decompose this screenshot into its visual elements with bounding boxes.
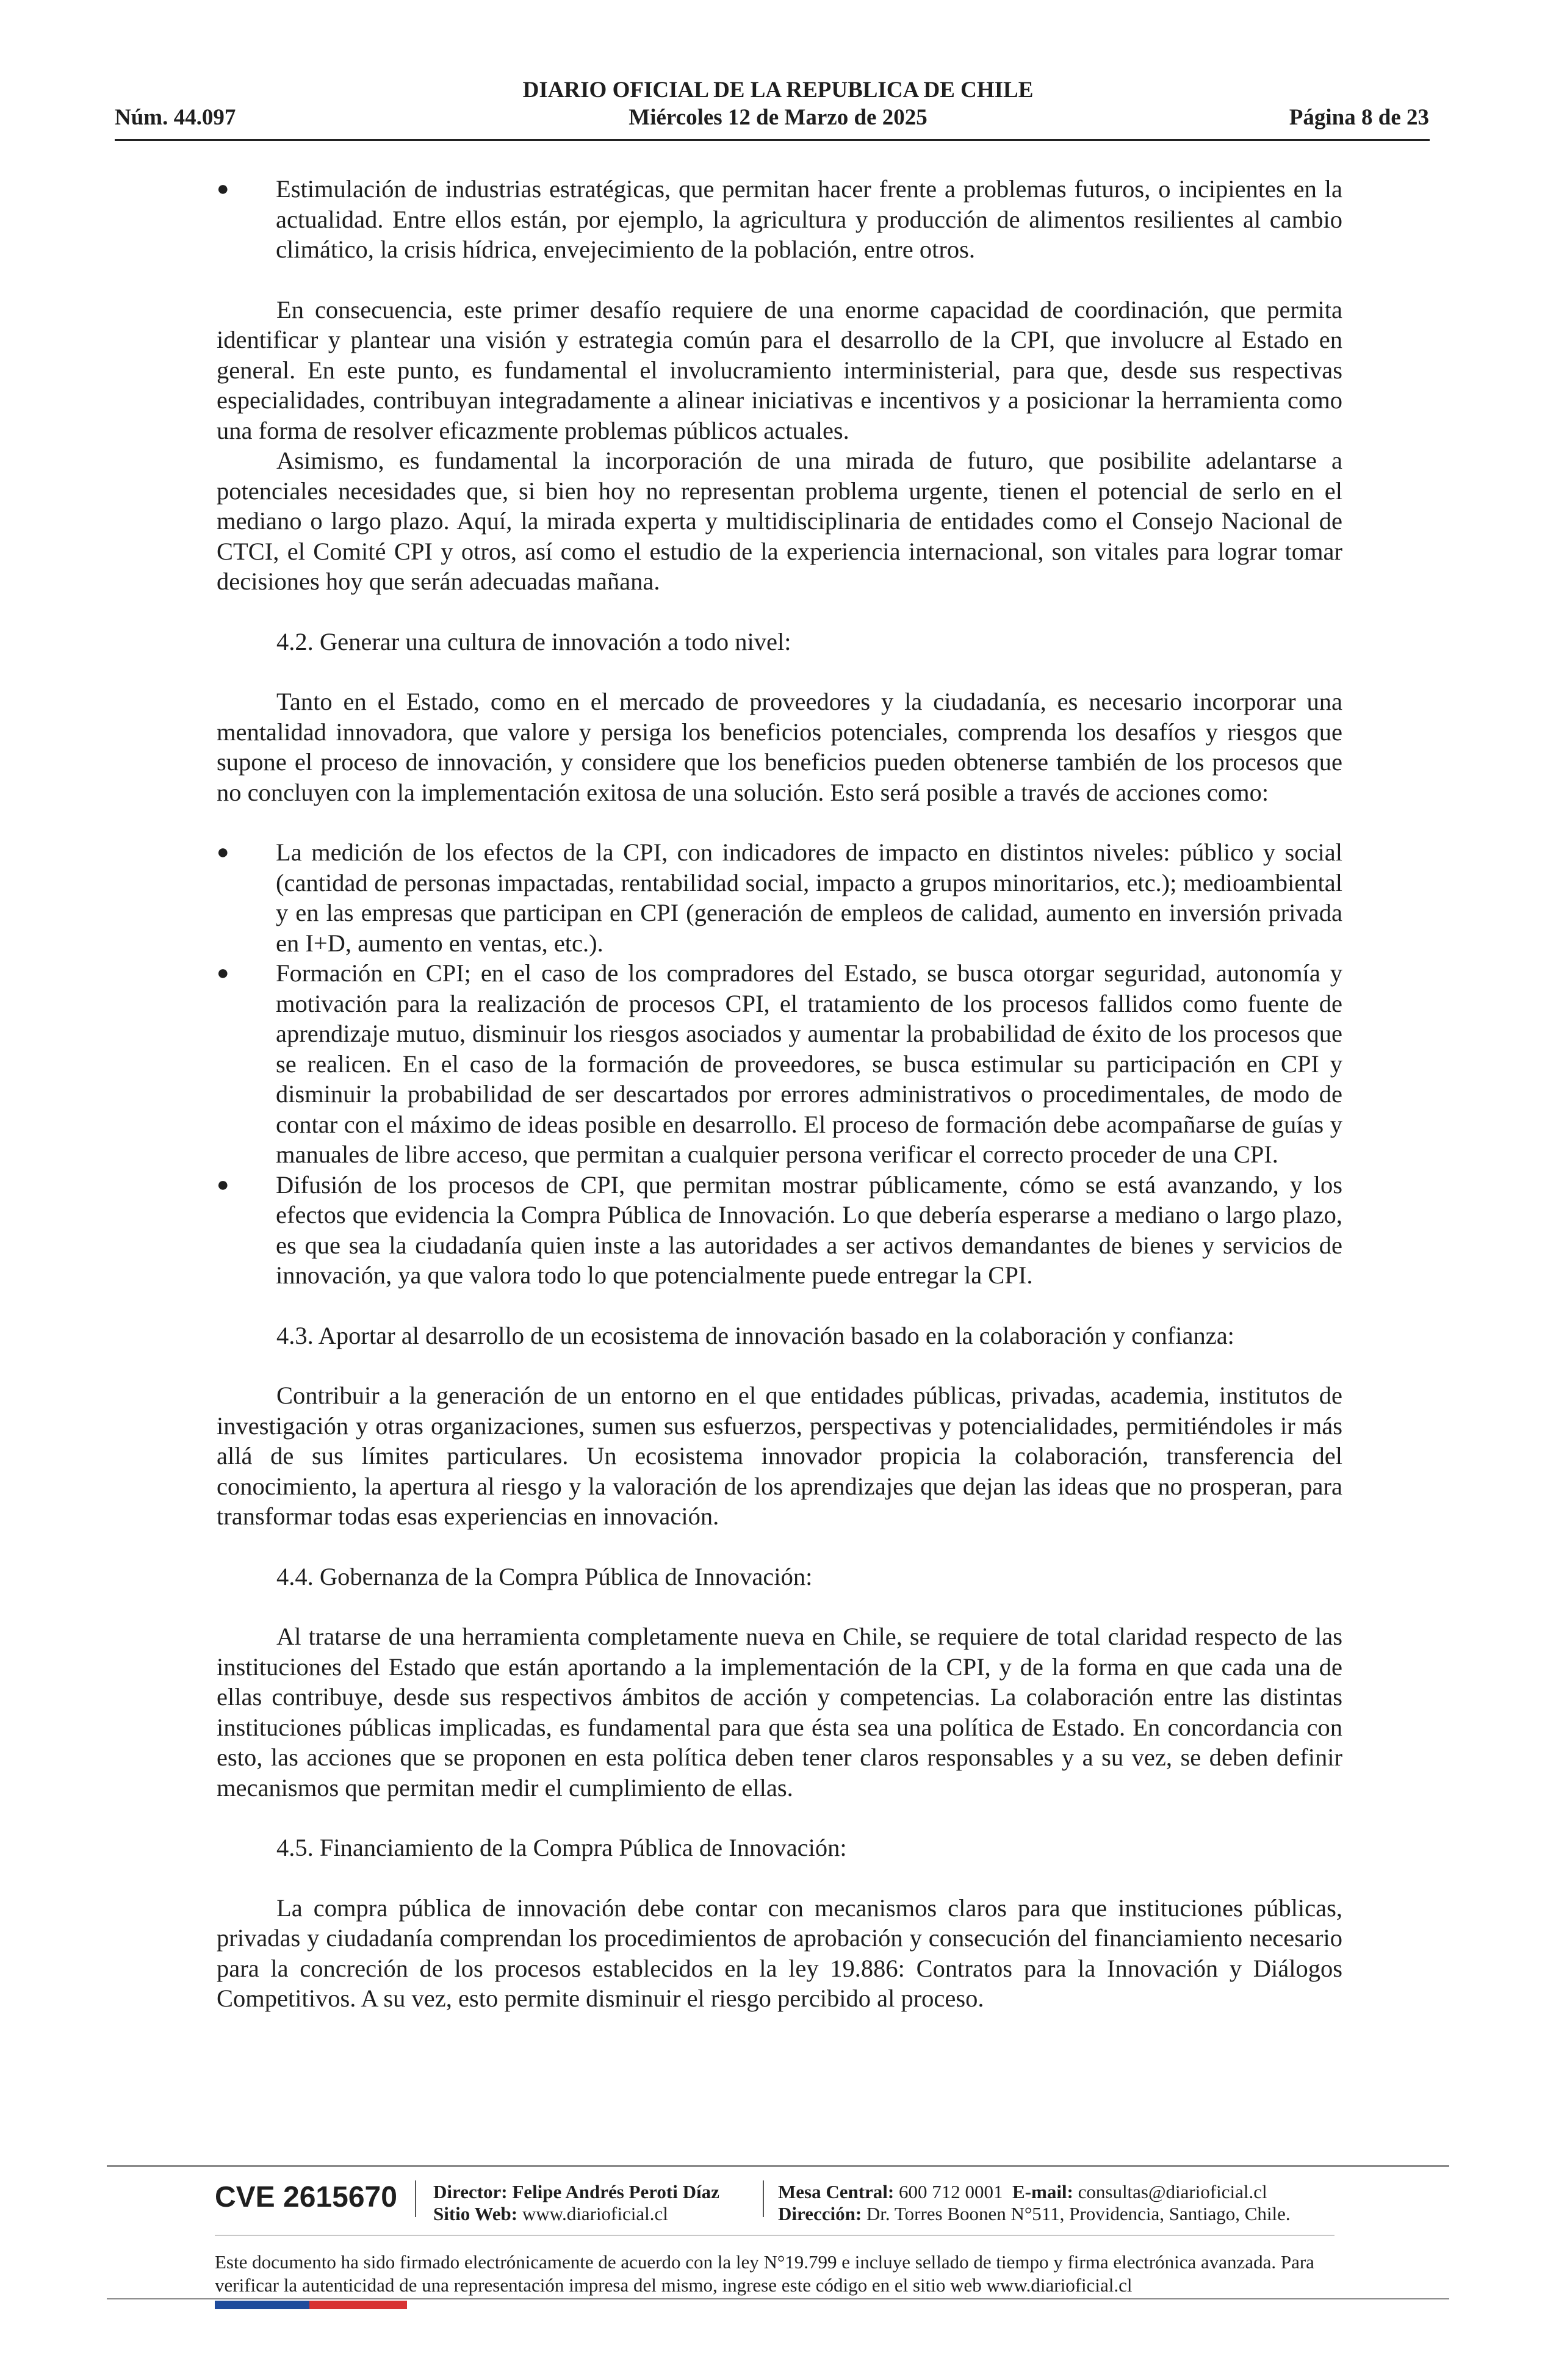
bullet-item: [217, 958, 1342, 1170]
section-heading: 4.3. Aportar al desarrollo de un ecosistema de innovación basado en la colaboración y confianza:: [276, 1321, 1234, 1349]
bullet-item: [217, 837, 1342, 958]
flag-bar-blue: [215, 2301, 309, 2309]
footer-director-block: [433, 2181, 719, 2225]
document-body: [217, 174, 1342, 2014]
bullet-icon: ●: [217, 962, 229, 984]
paragraph: Asimismo, es fundamental la incorporación de una mirada de futuro, que posibilite adelantarse a potenciales necesidades que, si bien hoy no representan problema urgente, tienen el potencial de serlo en el mediano o largo plazo. Aquí, la mirada experta y multidisciplinaria de entidades como el Consejo Nacional de CTCI, el Comité CPI y otros, así como el estudio de la experiencia internacional, son vitales para lograr tomar decisiones hoy que serán adecuadas mañana.: [217, 447, 1342, 595]
address-value: Dr. Torres Boonen N°511, Providencia, Santiago, Chile.: [866, 2203, 1291, 2224]
bullet-item: [217, 174, 1342, 265]
bullet-text: Estimulación de industrias estratégicas, que permitan hacer frente a problemas futuros, o incipientes en la actualidad. Entre ellos están, por ejemplo, la agricultura y producción de alimentos resilientes al cambio climático, la crisis hídrica, envejecimiento de la población, entre otros.: [276, 175, 1342, 263]
paragraph: En consecuencia, este primer desafío requiere de una enorme capacidad de coordinación, que permita identificar y plantear una visión y estrategia común para el desarrollo de la CPI, que involucre al Estado en general. En este punto, es fundamental el involucramiento interministerial, para que, desde sus respectivas especialidades, contribuyan integradamente a alinear iniciativas e incentivos y a posicionar la herramienta como una forma de resolver eficazmente problemas públicos actuales.: [217, 295, 1342, 444]
footer-bottom-divider: [107, 2298, 1449, 2299]
section-heading: 4.4. Gobernanza de la Compra Pública de Innovación:: [276, 1562, 813, 1590]
paragraph: La compra pública de innovación debe contar con mecanismos claros para que instituciones públicas, privadas y ciudadanía comprendan los procedimientos de aprobación y consecución del financiamiento necesario para la concreción de los procesos establecidos en la ley 19.886: Contratos para la Innovación y Diálogos Competitivos. A su vez, esto permite disminuir el riesgo percibido al proceso.: [217, 1894, 1342, 2012]
address-label: Dirección:: [778, 2203, 862, 2224]
page-number: Página 8 de 23: [1289, 105, 1429, 130]
header-divider: [115, 139, 1430, 141]
section-heading: 4.5. Financiamiento de la Compra Pública de Innovación:: [276, 1834, 847, 1861]
footer-separator: [415, 2180, 416, 2217]
website-label: Sitio Web:: [433, 2203, 518, 2224]
footer-separator: [763, 2180, 764, 2217]
paragraph: Contribuir a la generación de un entorno en el que entidades públicas, privadas, academia, institutos de investigación y otras organizaciones, sumen sus esfuerzos, perspectivas y potencialidades, permitiéndoles ir más allá de sus límites particulares. Un ecosistema innovador propicia la colaboración, transferencia del conocimiento, la apertura al riesgo y la valoración de los aprendizajes que dejan las ideas que no prosperan, para transformar todas esas experiencias en innovación.: [217, 1382, 1342, 1530]
email-label: E-mail:: [1012, 2181, 1073, 2202]
bullet-text: La medición de los efectos de la CPI, con indicadores de impacto en distintos niveles: público y social (cantidad de personas impactadas, rentabilidad social, impacto a grupos minoritarios, etc.); medioambiental y en las empresas que participan en CPI (generación de empleos de calidad, aumento en inversión privada en I+D, aumento en ventas, etc.).: [276, 838, 1342, 957]
footer-mid-divider: [215, 2235, 1334, 2236]
signature-note: Este documento ha sido firmado electrónicamente de acuerdo con la ley N°19.799 e incluye sellado de tiempo y firma electrónica avanzada. Para verificar la autenticidad de una representación impresa del mismo, ingrese este código en el sitio web www.diarioficial.cl: [215, 2251, 1314, 2296]
issue-date: Miércoles 12 de Marzo de 2025: [629, 105, 927, 130]
bullet-text: Formación en CPI; en el caso de los compradores del Estado, se busca otorgar seguridad, autonomía y motivación para la realización de procesos CPI, el tratamiento de los procesos fallidos como fuente de aprendizaje mutuo, disminuir los riesgos asociados y aumentar la probabilidad de éxito de los procesos que se realicen. En el caso de la formación de proveedores, se busca estimular su participación en CPI y disminuir la probabilidad de ser descartados por errores administrativos o procedimentales, de modo de contar con el máximo de ideas posible en desarrollo. El proceso de formación debe acompañarse de guías y manuales de libre acceso, que permitan a cualquier persona verificar el correcto proceder de una CPI.: [276, 959, 1342, 1168]
footer-top-divider: [107, 2165, 1449, 2167]
email-link[interactable]: consultas@diarioficial.cl: [1078, 2181, 1267, 2202]
bullet-item: [217, 1170, 1342, 1291]
bullet-icon: ●: [217, 1173, 229, 1196]
flag-bar-red: [309, 2301, 407, 2309]
section-heading: 4.2. Generar una cultura de innovación a todo nivel:: [276, 627, 791, 655]
paragraph: Al tratarse de una herramienta completamente nueva en Chile, se requiere de total claridad respecto de las instituciones del Estado que están aportando a la implementación de la CPI, y de la forma en que cada una de ellas contribuye, desde sus respectivos ámbitos de acción y competencias. La colaboración entre las distintas instituciones públicas implicadas, es fundamental para que ésta sea una política de Estado. En concordancia con esto, las acciones que se proponen en esta política deben tener claros responsables y a su vez, se deben definir mecanismos que permitan medir el cumplimiento de ellas.: [217, 1623, 1342, 1801]
director-label: Director:: [433, 2181, 508, 2202]
cve-code: CVE 2615670: [215, 2181, 397, 2213]
paragraph: Tanto en el Estado, como en el mercado de proveedores y la ciudadanía, es necesario incorporar una mentalidad innovadora, que valore y persiga los beneficios potenciales, comprenda los desafíos y riesgos que supone el proceso de innovación, y considere que los beneficios pueden obtenerse también de los procesos que no concluyen con la implementación exitosa de una solución. Esto será posible a través de acciones como:: [217, 688, 1342, 806]
director-name: Felipe Andrés Peroti Díaz: [512, 2181, 719, 2202]
bullet-icon: ●: [217, 178, 229, 200]
footer-contact-block: [778, 2181, 1291, 2225]
issue-number: Núm. 44.097: [115, 105, 236, 130]
phone-value: 600 712 0001: [899, 2181, 1003, 2202]
bullet-text: Difusión de los procesos de CPI, que permitan mostrar públicamente, cómo se está avanzando, y los efectos que evidencia la Compra Pública de Innovación. Lo que debería esperarse a mediano o largo plazo, es que sea la ciudadanía quien inste a las autoridades a ser activos demandantes de bienes y servicios de innovación, ya que valora todo lo que potencialmente puede entregar la CPI.: [276, 1170, 1342, 1289]
website-link[interactable]: www.diarioficial.cl: [522, 2203, 668, 2224]
bullet-icon: ●: [217, 841, 229, 864]
newspaper-title: DIARIO OFICIAL DE LA REPUBLICA DE CHILE: [522, 78, 1034, 103]
phone-label: Mesa Central:: [778, 2181, 895, 2202]
